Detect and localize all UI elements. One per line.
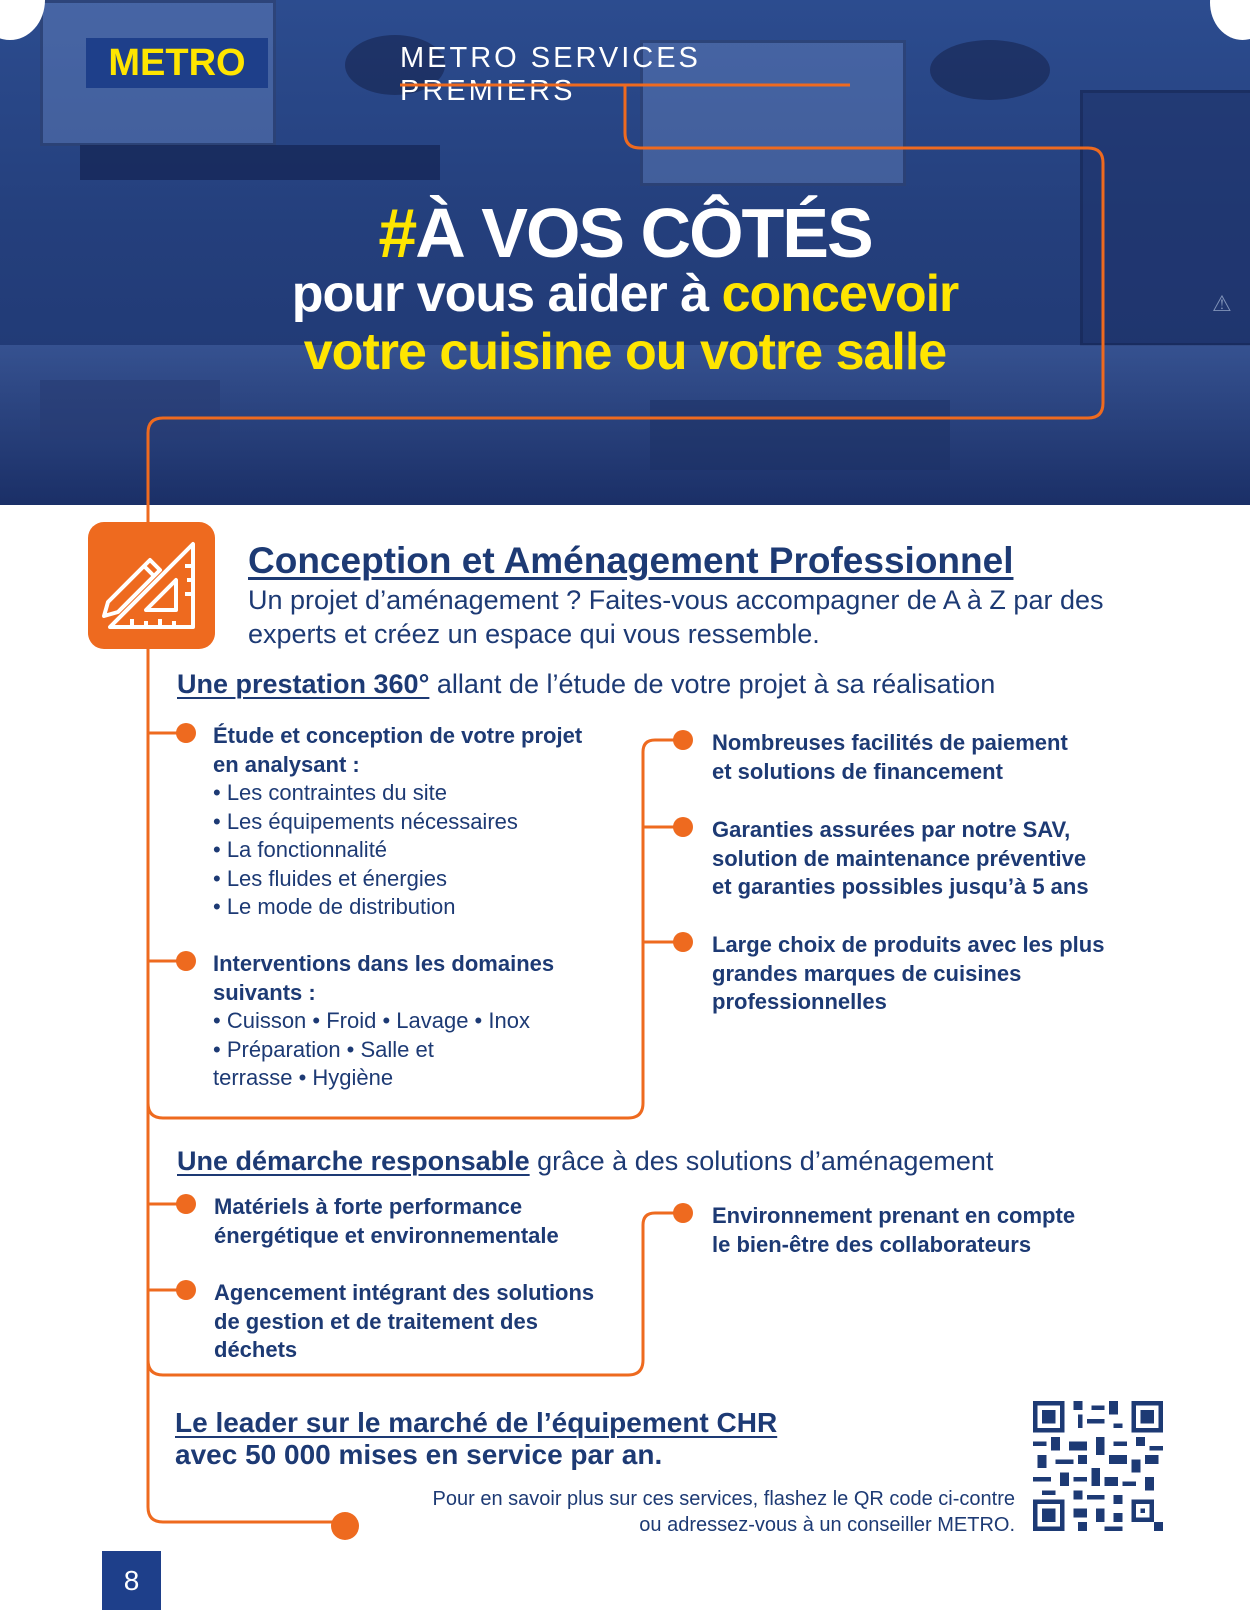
item-title: Matériels à forte performance énergétique et environnementale	[214, 1194, 559, 1248]
responsable-heading-rest: grâce à des solutions d’aménagement	[529, 1146, 994, 1176]
prestation-heading-rest: allant de l’étude de votre projet à sa réalisation	[429, 669, 996, 699]
subheadline-yellow: concevoir	[721, 265, 959, 323]
responsable-heading	[177, 1146, 993, 1177]
subheadline-yellow-2: votre cuisine ou votre salle	[303, 323, 947, 381]
section-title: Conception et Aménagement Professionnel	[248, 540, 1014, 581]
subheadline-white: pour vous aider à	[291, 265, 722, 323]
leader-line1: Le leader sur le marché de l’équipement CHR	[175, 1407, 778, 1438]
prestation-heading-bold: Une prestation 360°	[177, 669, 430, 699]
list-item	[214, 1279, 624, 1365]
footnote-line1: Pour en savoir plus sur ces services, flashez le QR code ci-contre	[432, 1488, 1015, 1510]
item-title: Nombreuses facilités de paiement et solutions de financement	[712, 730, 1068, 784]
item-title: Garanties assurées par notre SAV, solution de maintenance préventive et garanties possibles jusqu’à 5 ans	[712, 817, 1089, 899]
footnote-line2: ou adressez-vous à un conseiller METRO.	[639, 1514, 1015, 1536]
list-item	[712, 931, 1132, 1017]
warning-icon: ⚠	[1212, 292, 1232, 317]
item-body: • Les contraintes du site • Les équipements nécessaires • La fonctionnalité • Les fluides et énergies • Le mode de distribution	[213, 780, 518, 919]
prestation-heading	[177, 669, 995, 700]
bullet-dot	[176, 951, 196, 971]
leader-statement	[175, 1407, 777, 1471]
list-item	[213, 722, 613, 922]
list-item	[712, 1202, 1132, 1259]
item-title: Environnement prenant en compte le bien-être des collaborateurs	[712, 1203, 1076, 1257]
metro-logo: METRO	[86, 38, 268, 88]
bullet-dot	[176, 723, 196, 743]
item-title: Large choix de produits avec les plus grandes marques de cuisines professionnelles	[712, 932, 1105, 1014]
bullet-dot	[673, 1203, 693, 1223]
page-number: 8	[102, 1551, 161, 1610]
qr-code-icon[interactable]	[1033, 1401, 1163, 1531]
item-body: • Cuisson • Froid • Lavage • Inox • Préparation • Salle et terrasse • Hygiène	[213, 1008, 530, 1090]
list-item	[712, 816, 1132, 902]
section-subtitle: Un projet d’aménagement ? Faites-vous accompagner de A à Z par des experts et créez un espace qui vous ressemble.	[248, 585, 1104, 649]
bullet-dot	[176, 1280, 196, 1300]
qr-footnote	[395, 1486, 1015, 1538]
ruler-pencil-icon	[88, 522, 215, 649]
responsable-heading-bold: Une démarche responsable	[177, 1146, 530, 1176]
hashtag: #	[378, 194, 416, 272]
bullet-dot	[673, 932, 693, 952]
item-title: Étude et conception de votre projet en analysant :	[213, 723, 583, 777]
list-item	[214, 1193, 624, 1250]
bullet-dot	[673, 730, 693, 750]
list-item	[213, 950, 613, 1093]
item-title: Agencement intégrant des solutions de gestion et de traitement des déchets	[214, 1280, 595, 1362]
end-dot	[331, 1512, 359, 1540]
leader-line2: avec 50 000 mises en service par an.	[175, 1439, 663, 1470]
list-item	[712, 729, 1132, 786]
bullet-dot	[176, 1194, 196, 1214]
headline-text: À VOS CÔTÉS	[415, 194, 872, 272]
item-title: Interventions dans les domaines suivants :	[213, 951, 555, 1005]
services-label: METRO SERVICES PREMIERS	[400, 42, 701, 107]
bullet-dot	[673, 817, 693, 837]
